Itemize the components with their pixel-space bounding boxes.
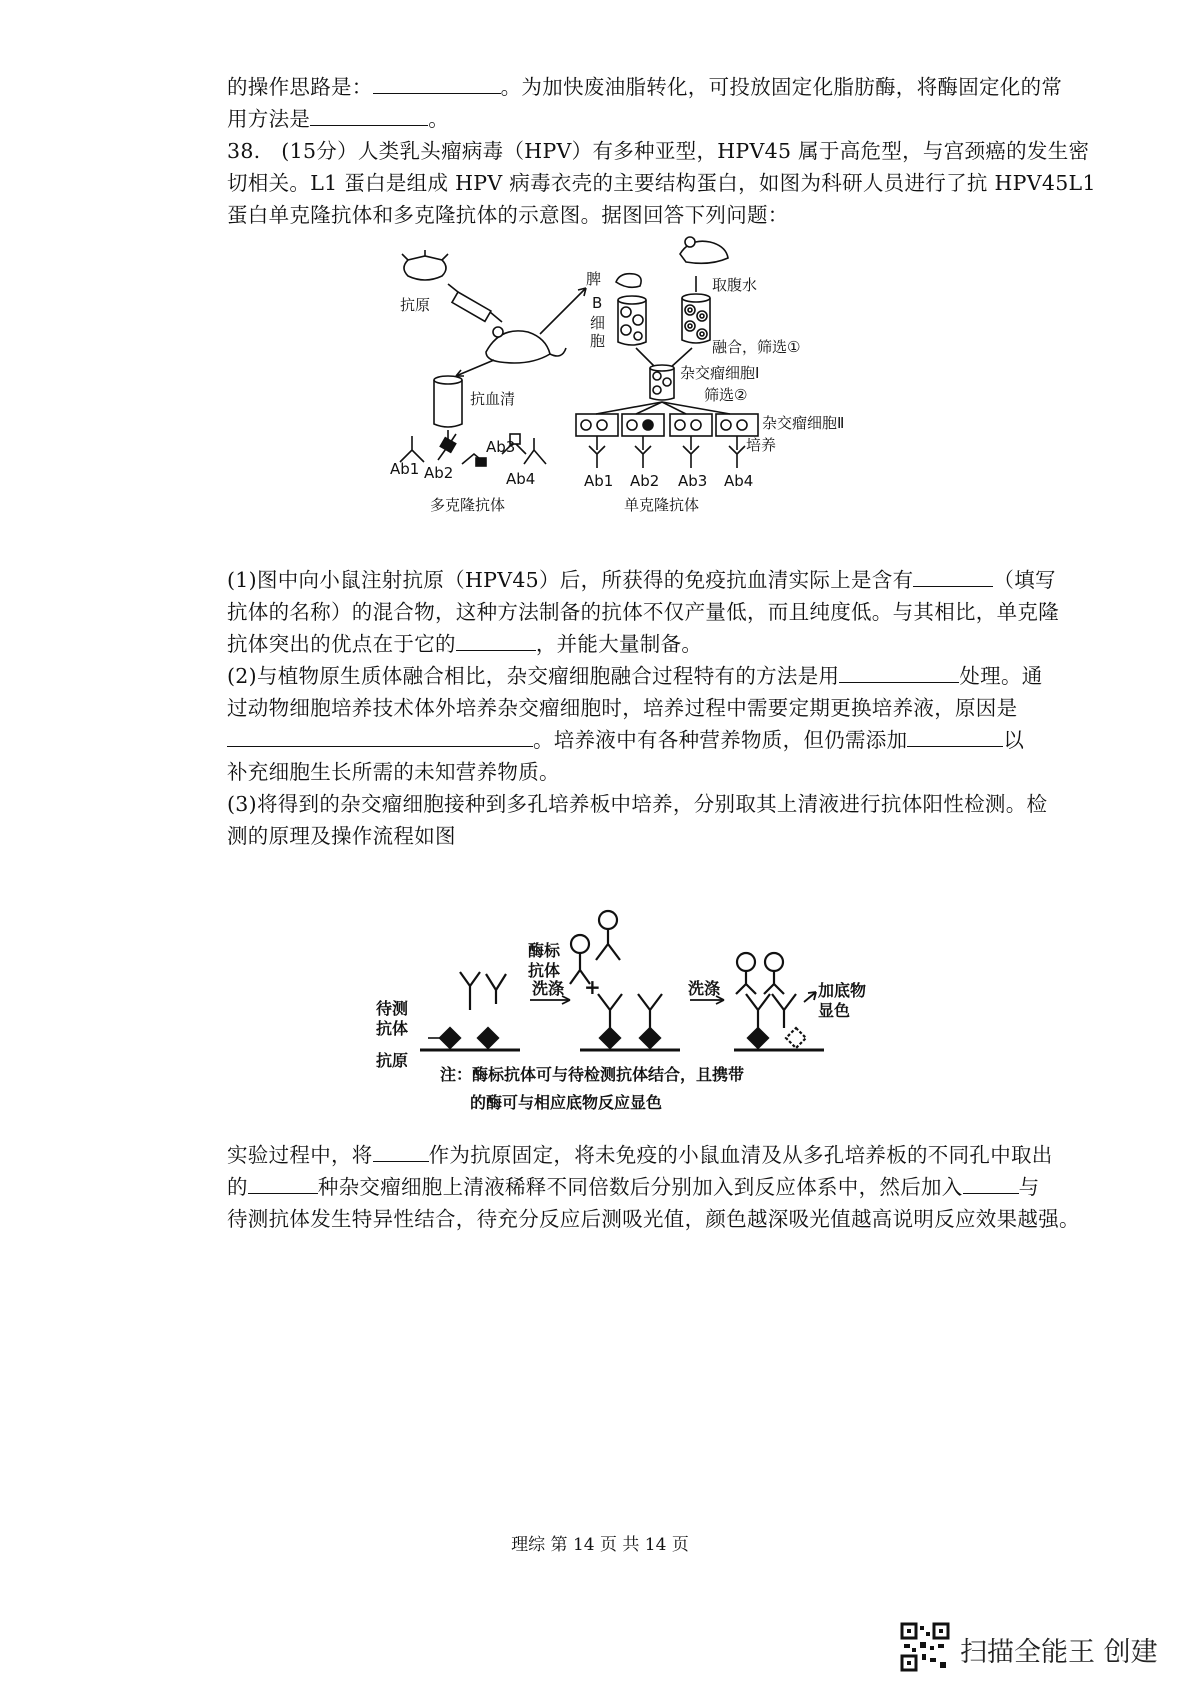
text-p2a: 用方法是 bbox=[227, 107, 311, 131]
s3-line2: 测的原理及操作流程如图 bbox=[227, 824, 456, 848]
label-polyclonal: 多克隆抗体 bbox=[430, 496, 506, 514]
text-e-l2a: 的 bbox=[227, 1175, 248, 1199]
label-antigen: 抗原 bbox=[376, 1051, 409, 1070]
label-cell-1: 细 bbox=[590, 314, 606, 332]
label-note-1: 注：酶标抗体可与待检测抗体结合，且携带 bbox=[440, 1065, 745, 1084]
scanner-watermark bbox=[900, 1620, 1180, 1676]
label-wash-1: 洗涤 bbox=[532, 979, 565, 998]
label-enzyme-ab-2: 抗体 bbox=[528, 961, 561, 980]
text-s1-l3a: 抗体突出的优点在于它的 bbox=[227, 632, 456, 656]
virus-antigen-icon bbox=[404, 256, 446, 280]
antigen-diamond bbox=[440, 1028, 460, 1048]
answer-blank[interactable] bbox=[913, 566, 993, 587]
s2-line3 bbox=[227, 725, 1024, 755]
s2-line1 bbox=[227, 661, 1043, 691]
s2-line4: 补充细胞生长所需的未知营养物质。 bbox=[227, 760, 560, 784]
q38-line3: 蛋白单克隆抗体和多克隆抗体的示意图。据图回答下列问题： bbox=[227, 203, 789, 227]
label-enzyme-ab-1: 酶标 bbox=[528, 941, 561, 960]
label-mono-ab1: Ab1 bbox=[584, 472, 614, 490]
e-line1 bbox=[227, 1140, 1053, 1170]
line-p2 bbox=[227, 104, 449, 134]
label-mono-ab4: Ab4 bbox=[724, 472, 754, 490]
label-hybridoma-i: 杂交瘤细胞Ⅰ bbox=[680, 364, 760, 382]
answer-blank[interactable] bbox=[907, 726, 1003, 747]
label-cell-2: 胞 bbox=[590, 332, 606, 350]
label-spleen: 脾 bbox=[586, 270, 602, 288]
line-p1 bbox=[227, 72, 1062, 102]
label-test-ab-2: 抗体 bbox=[376, 1019, 409, 1038]
scanner-label: 扫描全能王 创建 bbox=[960, 1637, 1158, 1668]
label-note-2: 的酶可与相应底物反应显色 bbox=[470, 1093, 663, 1112]
label-fusion: 融合，筛选① bbox=[712, 338, 801, 356]
answer-blank[interactable] bbox=[963, 1173, 1019, 1194]
label-color: 显色 bbox=[818, 1001, 851, 1020]
text-e-l2b: 种杂交瘤细胞上清液稀释不同倍数后分别加入到反应体系中，然后加入 bbox=[317, 1175, 963, 1199]
answer-blank[interactable] bbox=[227, 726, 533, 747]
text-s1-l1b: （填写 bbox=[993, 568, 1056, 592]
elisa-procedure-diagram bbox=[376, 870, 867, 1090]
text-p1a: 的操作思路是： bbox=[227, 75, 373, 99]
s1-line2: 抗体的名称）的混合物，这种方法制备的抗体不仅产量低，而且纯度低。与其相比，单克隆 bbox=[227, 600, 1059, 624]
q38-line2: 切相关。L1 蛋白是组成 HPV 病毒衣壳的主要结构蛋白，如图为科研人员进行了抗 HPV45L1 bbox=[227, 171, 1096, 195]
label-wash-2: 洗涤 bbox=[688, 979, 721, 998]
label-poly-ab2: Ab2 bbox=[424, 464, 454, 482]
label-mono-ab2: Ab2 bbox=[630, 472, 660, 490]
answer-blank[interactable] bbox=[373, 1141, 429, 1162]
label-antigen: 抗原 bbox=[400, 296, 431, 314]
answer-blank[interactable] bbox=[839, 662, 959, 683]
qr-code-icon bbox=[900, 1622, 950, 1672]
s1-line1 bbox=[227, 565, 1056, 595]
hybridoma-i-tube bbox=[650, 365, 674, 400]
b-cell-tube bbox=[618, 296, 646, 345]
text-s1-l1a: (1)图中向小鼠注射抗原（HPV45）后，所获得的免疫抗血清实际上是含有 bbox=[227, 568, 914, 592]
label-plus: + bbox=[584, 975, 601, 999]
antibody-preparation-diagram bbox=[390, 228, 930, 528]
myeloma-cell-tube bbox=[682, 294, 710, 343]
label-poly-ab1: Ab1 bbox=[390, 460, 420, 478]
text-s1-l3b: ，并能大量制备。 bbox=[535, 632, 703, 656]
label-culture: 培养 bbox=[746, 436, 777, 454]
label-antiserum: 抗血清 bbox=[470, 390, 516, 408]
s2-line2: 过动物细胞培养技术体外培养杂交瘤细胞时，培养过程中需要定期更换培养液，原因是 bbox=[227, 696, 1018, 720]
label-poly-ab3: Ab3 bbox=[486, 438, 516, 456]
label-ascites: 取腹水 bbox=[712, 276, 758, 294]
q38-line1: 38. (15分）人类乳头瘤病毒（HPV）有多种亚型，HPV45 属于高危型，与宫颈癌的发生密 bbox=[227, 139, 1090, 163]
answer-blank[interactable] bbox=[310, 105, 428, 126]
label-b: B bbox=[592, 294, 603, 312]
text-s2-l1b: 处理。通 bbox=[959, 664, 1043, 688]
text-s2-l1a: (2)与植物原生质体融合相比，杂交瘤细胞融合过程特有的方法是用 bbox=[227, 664, 840, 688]
s3-line1: (3)将得到的杂交瘤细胞接种到多孔培养板中培养，分别取其上清液进行抗体阳性检测。检 bbox=[227, 792, 1048, 816]
label-monoclonal: 单克隆抗体 bbox=[624, 496, 700, 514]
text-p2b: 。 bbox=[428, 107, 450, 131]
label-hybridoma-ii: 杂交瘤细胞Ⅱ bbox=[762, 414, 845, 432]
label-screen-2: 筛选② bbox=[704, 386, 748, 404]
syringe-icon bbox=[448, 284, 502, 322]
label-poly-ab4: Ab4 bbox=[506, 470, 536, 488]
answer-blank[interactable] bbox=[456, 630, 536, 651]
answer-blank[interactable] bbox=[248, 1173, 318, 1194]
e-line3: 待测抗体发生特异性结合，待充分反应后测吸光值，颜色越深吸光值越高说明反应效果越强。 bbox=[227, 1207, 1080, 1231]
page-footer: 理综 第 14 页 共 14 页 bbox=[511, 1535, 689, 1555]
text-s2-l3a: 。培养液中有各种营养物质，但仍需添加 bbox=[533, 728, 908, 752]
text-p1b: 。为加快废油脂转化，可投放固定化脂肪酶，将酶固定化的常 bbox=[500, 75, 1063, 99]
text-s2-l3b: 以 bbox=[1003, 728, 1025, 752]
s1-line3 bbox=[227, 629, 702, 659]
text-e-l2c: 与 bbox=[1018, 1175, 1040, 1199]
answer-blank[interactable] bbox=[373, 73, 501, 94]
label-test-ab-1: 待测 bbox=[376, 999, 409, 1018]
antigen-diamond bbox=[478, 1028, 498, 1048]
label-substrate: 加底物 bbox=[818, 981, 867, 1000]
text-e-l1a: 实验过程中，将 bbox=[227, 1143, 373, 1167]
e-line2 bbox=[227, 1172, 1039, 1202]
label-mono-ab3: Ab3 bbox=[678, 472, 708, 490]
antiserum-tube bbox=[434, 376, 462, 427]
text-e-l1b: 作为抗原固定，将未免疫的小鼠血清及从多孔培养板的不同孔中取出 bbox=[428, 1143, 1053, 1167]
spleen-icon bbox=[616, 274, 641, 288]
